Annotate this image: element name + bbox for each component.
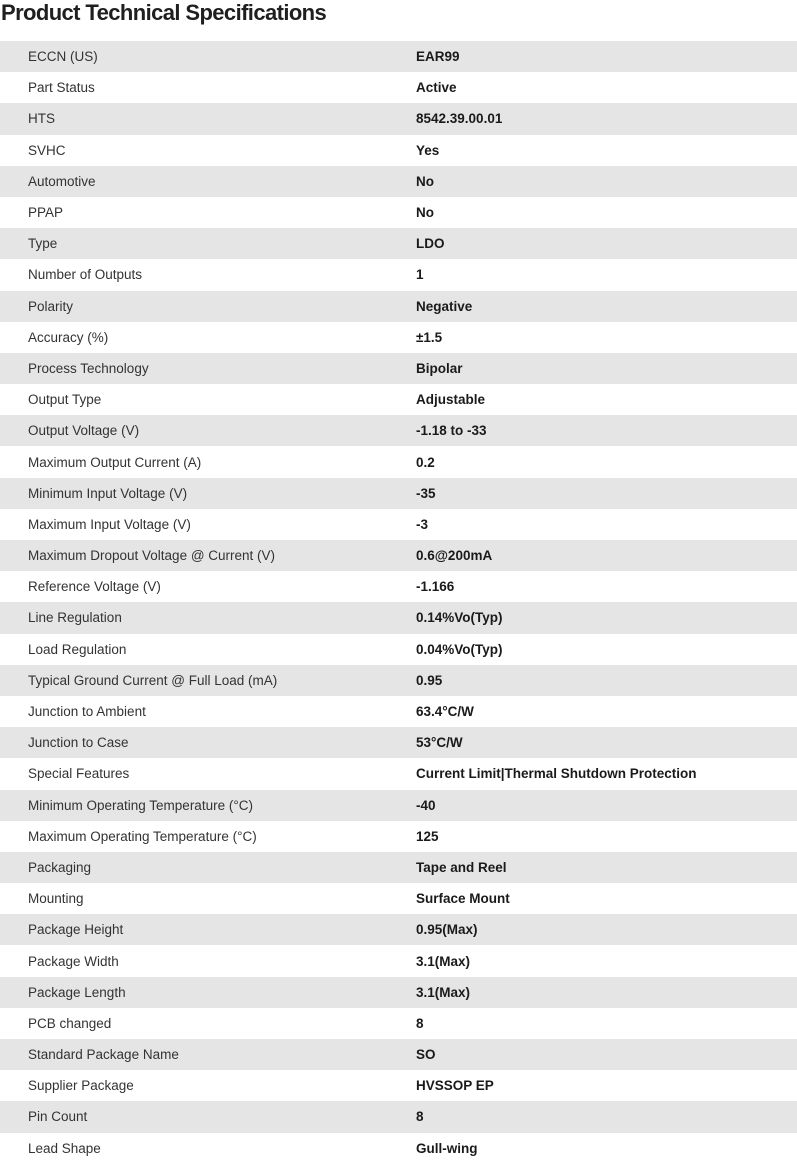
- table-row: [0, 602, 797, 633]
- spec-value: 0.95: [416, 672, 443, 688]
- spec-label: Number of Outputs: [28, 267, 143, 283]
- spec-label: Reference Voltage (V): [28, 579, 161, 595]
- spec-value: Tape and Reel: [416, 859, 507, 875]
- table-row: [0, 634, 797, 665]
- table-row: [0, 758, 797, 789]
- table-row: [0, 478, 797, 509]
- spec-table: [0, 41, 797, 1164]
- spec-label: SVHC: [28, 142, 66, 158]
- table-row: [0, 1070, 797, 1101]
- spec-value: EAR99: [416, 49, 460, 65]
- spec-value: 63.4°C/W: [416, 704, 474, 720]
- table-row: [0, 571, 797, 602]
- spec-label: Package Height: [28, 922, 124, 938]
- table-row: [0, 291, 797, 322]
- spec-value: Current Limit|Thermal Shutdown Protection: [416, 766, 697, 782]
- spec-label: Maximum Operating Temperature (°C): [28, 828, 257, 844]
- spec-value: -1.166: [416, 579, 455, 595]
- spec-label: Pin Count: [28, 1109, 88, 1125]
- spec-label: PPAP: [28, 205, 64, 221]
- spec-value: -35: [416, 485, 436, 501]
- spec-table-body: [0, 41, 797, 1164]
- spec-value: Surface Mount: [416, 891, 510, 907]
- spec-label: Typical Ground Current @ Full Load (mA): [28, 672, 278, 688]
- spec-value: 8: [416, 1109, 424, 1125]
- spec-label: Package Length: [28, 984, 126, 1000]
- table-row: [0, 228, 797, 259]
- spec-value: 0.95(Max): [416, 922, 478, 938]
- table-row: [0, 41, 797, 72]
- spec-label: Line Regulation: [28, 610, 122, 626]
- spec-value: 53°C/W: [416, 735, 463, 751]
- spec-label: Supplier Package: [28, 1078, 134, 1094]
- table-row: [0, 72, 797, 103]
- spec-value: ±1.5: [416, 329, 443, 345]
- spec-label: Standard Package Name: [28, 1047, 179, 1063]
- table-row: [0, 914, 797, 945]
- spec-label: Part Status: [28, 80, 95, 96]
- spec-value: SO: [416, 1047, 436, 1063]
- spec-label: Packaging: [28, 859, 92, 875]
- spec-value: 1: [416, 267, 424, 283]
- spec-label: Junction to Ambient: [28, 704, 146, 720]
- spec-label: Mounting: [28, 891, 84, 907]
- spec-label: Automotive: [28, 173, 96, 189]
- spec-value: 3.1(Max): [416, 953, 471, 969]
- spec-value: 0.04%Vo(Typ): [416, 641, 503, 657]
- table-row: [0, 259, 797, 290]
- spec-value: 0.2: [416, 454, 435, 470]
- table-row: [0, 1133, 797, 1164]
- table-row: [0, 1039, 797, 1070]
- spec-label: PCB changed: [28, 1015, 112, 1031]
- spec-value: No: [416, 173, 434, 189]
- spec-label: Maximum Dropout Voltage @ Current (V): [28, 548, 276, 564]
- spec-label: Lead Shape: [28, 1140, 101, 1156]
- spec-value: -3: [416, 516, 429, 532]
- table-row: [0, 852, 797, 883]
- spec-value: Adjustable: [416, 392, 486, 408]
- table-row: [0, 540, 797, 571]
- table-row: [0, 103, 797, 134]
- spec-value: Active: [416, 80, 457, 96]
- spec-label: HTS: [28, 111, 55, 127]
- spec-label: Minimum Input Voltage (V): [28, 485, 188, 501]
- table-row: [0, 135, 797, 166]
- spec-label: Process Technology: [28, 360, 149, 376]
- spec-label: ECCN (US): [28, 49, 98, 65]
- spec-value: 3.1(Max): [416, 984, 471, 1000]
- spec-label: Load Regulation: [28, 641, 127, 657]
- table-row: [0, 322, 797, 353]
- spec-value: LDO: [416, 236, 445, 252]
- spec-label: Polarity: [28, 298, 74, 314]
- spec-value: 125: [416, 828, 439, 844]
- table-row: [0, 1101, 797, 1132]
- table-row: [0, 166, 797, 197]
- spec-value: Bipolar: [416, 360, 463, 376]
- spec-label: Package Width: [28, 953, 119, 969]
- table-row: [0, 197, 797, 228]
- table-row: [0, 384, 797, 415]
- spec-label: Junction to Case: [28, 735, 129, 751]
- table-row: [0, 977, 797, 1008]
- table-row: [0, 821, 797, 852]
- spec-value: 0.6@200mA: [416, 548, 493, 564]
- table-row: [0, 790, 797, 821]
- spec-value: -40: [416, 797, 436, 813]
- spec-value: 8542.39.00.01: [416, 111, 503, 127]
- spec-value: -1.18 to -33: [416, 423, 487, 439]
- spec-value: Negative: [416, 298, 473, 314]
- spec-label: Output Type: [28, 392, 102, 408]
- table-row: [0, 883, 797, 914]
- table-row: [0, 727, 797, 758]
- table-row: [0, 665, 797, 696]
- table-row: [0, 509, 797, 540]
- spec-label: Output Voltage (V): [28, 423, 140, 439]
- spec-label: Special Features: [28, 766, 130, 782]
- table-row: [0, 415, 797, 446]
- page-title: Product Technical Specifications: [1, 0, 327, 25]
- table-row: [0, 353, 797, 384]
- spec-value: No: [416, 205, 434, 221]
- spec-label: Accuracy (%): [28, 329, 109, 345]
- table-row: [0, 446, 797, 477]
- table-row: [0, 696, 797, 727]
- spec-value: 8: [416, 1015, 424, 1031]
- spec-label: Maximum Output Current (A): [28, 454, 202, 470]
- spec-label: Type: [28, 236, 58, 252]
- spec-label: Minimum Operating Temperature (°C): [28, 797, 253, 813]
- table-row: [0, 945, 797, 976]
- spec-value: Yes: [416, 142, 440, 158]
- spec-value: HVSSOP EP: [416, 1078, 494, 1094]
- table-row: [0, 1008, 797, 1039]
- spec-value: Gull-wing: [416, 1140, 478, 1156]
- spec-label: Maximum Input Voltage (V): [28, 516, 191, 532]
- spec-value: 0.14%Vo(Typ): [416, 610, 503, 626]
